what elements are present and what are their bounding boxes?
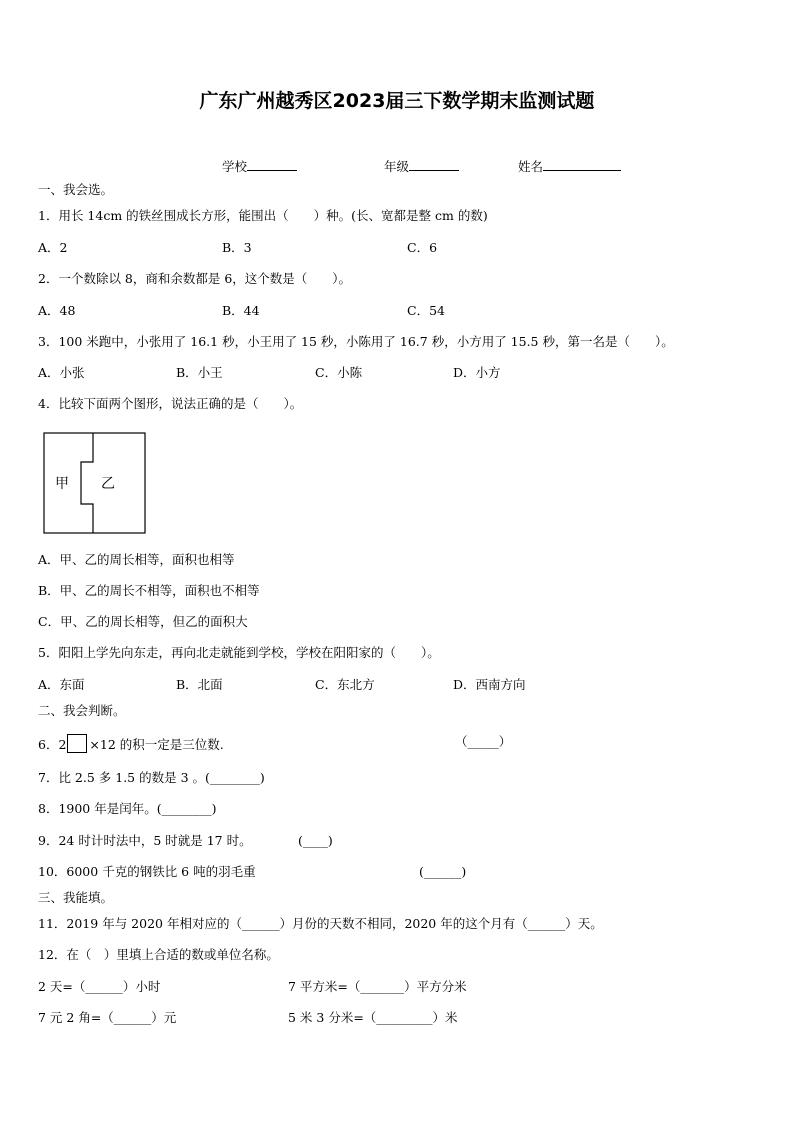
q2-option-b[interactable]: B．44 (222, 303, 260, 318)
section-2-heading: 二、我会判断。 (38, 703, 126, 718)
q4-figure-label-right: 乙 (101, 476, 115, 492)
section-3-heading: 三、我能填。 (38, 890, 114, 905)
q6-answer[interactable]: （_____） (455, 734, 512, 749)
q2-option-c[interactable]: C．54 (407, 303, 445, 318)
school-field (214, 142, 297, 175)
q1-option-b[interactable]: B．3 (222, 240, 252, 255)
q3-option-c[interactable]: C．小陈 (315, 365, 363, 380)
q6-suffix: ×12 的积一定是三位数. (89, 737, 224, 752)
section-1-heading: 一、我会选。 (38, 182, 114, 197)
q3-text: 3．100 米跑中，小张用了 16.1 秒，小王用了 15 秒，小陈用了 16.7 秒，小方用了 15.5 秒，第一名是（ ）。 (38, 334, 674, 349)
q12-item-4[interactable]: 5 米 3 分米=（_________）米 (288, 1010, 458, 1025)
q12-item-2[interactable]: 7 平方米=（_______）平方分米 (288, 979, 467, 994)
school-label: 学校 (221, 159, 247, 174)
grade-blank[interactable] (409, 158, 459, 171)
q2-text: 2．一个数除以 8，商和余数都是 6，这个数是（ ）。 (38, 271, 352, 286)
q10-answer[interactable]: (______) (419, 864, 467, 879)
q5-option-d[interactable]: D．西南方向 (453, 677, 526, 692)
q4-figure (43, 432, 147, 535)
q4-option-b[interactable]: B．甲、乙的周长不相等，面积也不相等 (38, 583, 260, 598)
q5-option-b[interactable]: B．北面 (176, 677, 223, 692)
name-field (510, 142, 621, 175)
q5-option-a[interactable]: A．东面 (38, 677, 85, 692)
q11-text: 11．2019 年与 2020 年相对应的（______）月份的天数不相同，2020 年的这个月有（______）天。 (38, 916, 603, 931)
q3-option-a[interactable]: A．小张 (38, 365, 85, 380)
q3-option-b[interactable]: B．小王 (176, 365, 223, 380)
q9-answer[interactable]: (____) (298, 833, 333, 848)
q1-text: 1．用长 14cm 的铁丝围成长方形，能围出（ ）种。(长、宽都是整 cm 的数) (38, 208, 488, 223)
q7-text: 7．比 2.5 多 1.5 的数是 3 。(________) (38, 770, 265, 785)
q6-digit-box[interactable] (67, 734, 87, 753)
q3-option-d[interactable]: D．小方 (453, 365, 501, 380)
q12-text: 12．在（ ）里填上合适的数或单位名称。 (38, 947, 279, 962)
name-blank[interactable] (543, 158, 621, 171)
page-title: 广东广州越秀区2023届三下数学期末监测试题 (199, 90, 595, 112)
q12-item-3[interactable]: 7 元 2 角=（______）元 (38, 1010, 177, 1025)
q4-option-a[interactable]: A．甲、乙的周长相等，面积也相等 (38, 552, 235, 567)
school-blank[interactable] (247, 158, 297, 171)
q6-prefix: 6．2 (38, 737, 67, 752)
q4-figure-divider (81, 433, 93, 533)
name-label: 姓名 (517, 159, 543, 174)
q1-option-c[interactable]: C．6 (407, 240, 438, 255)
q4-text: 4．比较下面两个图形，说法正确的是（ ）。 (38, 396, 303, 411)
grade-field (376, 142, 459, 175)
q4-option-c[interactable]: C．甲、乙的周长相等，但乙的面积大 (38, 614, 248, 629)
q6-text (38, 734, 224, 753)
q10-text: 10．6000 千克的钢铁比 6 吨的羽毛重 (38, 864, 256, 879)
grade-label: 年级 (383, 159, 409, 174)
q5-text: 5．阳阳上学先向东走，再向北走就能到学校，学校在阳阳家的（ ）。 (38, 645, 440, 660)
q5-option-c[interactable]: C．东北方 (315, 677, 375, 692)
q9-text: 9．24 时计时法中，5 时就是 17 时。 (38, 833, 252, 848)
q4-figure-label-left: 甲 (55, 476, 69, 492)
q2-option-a[interactable]: A．48 (38, 303, 76, 318)
q1-option-a[interactable]: A．2 (38, 240, 68, 255)
q8-text: 8．1900 年是闰年。(________) (38, 801, 217, 816)
q12-item-1[interactable]: 2 天=（______）小时 (38, 979, 161, 994)
